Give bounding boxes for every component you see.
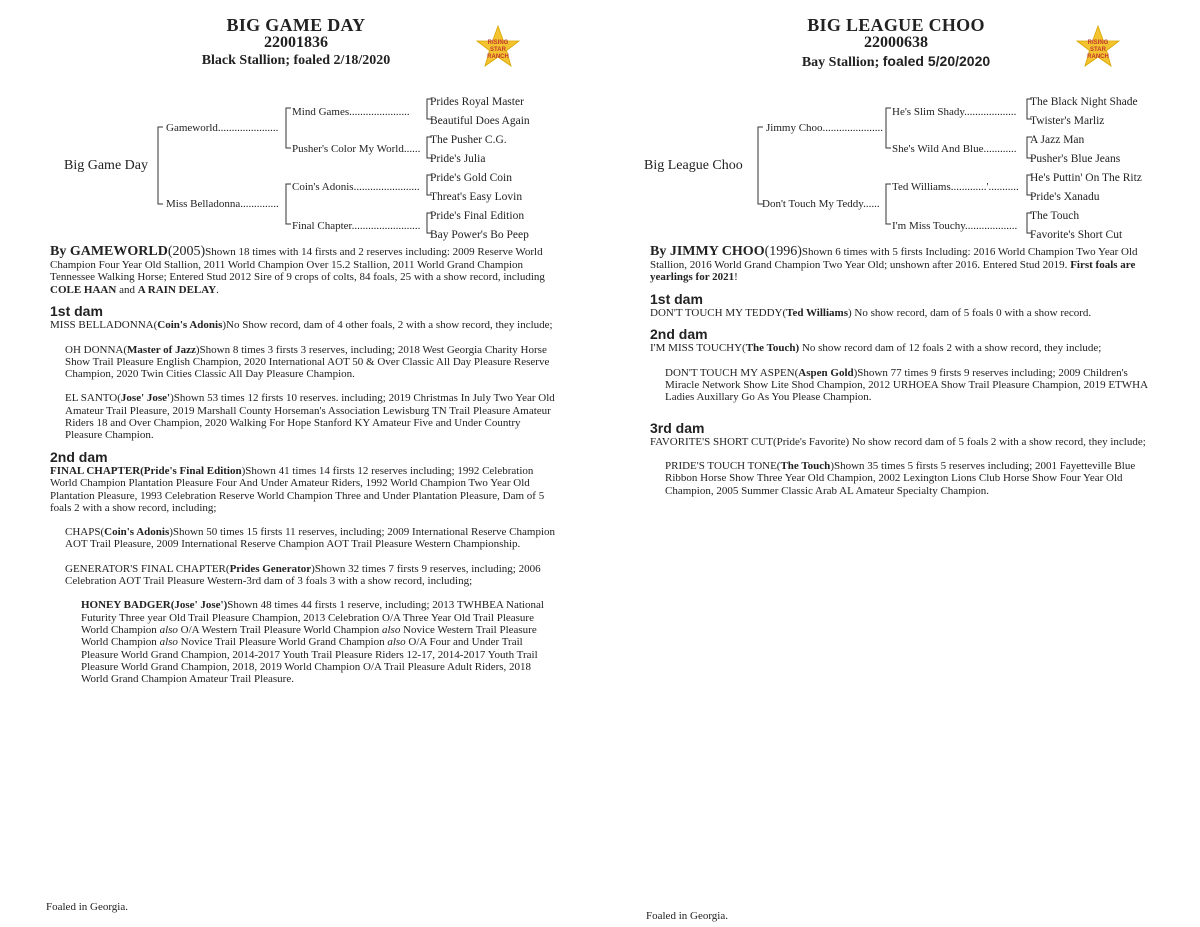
footer-note: Foaled in Georgia. (46, 901, 128, 913)
produce-entry: EL SANTO(Jose' Jose')Shown 53 times 12 firsts 10 reserves. including; 2019 Christmas In July Two Year Old Amateur Trail Pleasure, 2019 Marshall County Horseman's Association Lewisburg TN Trail Pleasure Amateur Riders 18 and Over Champion, 2020 Walking For Hope Stanford KY Amateur Five and Under Country Pleasure Champion. (65, 392, 555, 442)
pedigree-great-grandparent: Pusher's Blue Jeans (1030, 153, 1121, 165)
second-dam-heading: 2nd dam (650, 326, 708, 343)
produce-entry: GENERATOR'S FINAL CHAPTER(Prides Generator)Shown 32 times 7 firsts 9 reserves, including; 2006 Celebration AOT Trail Pleasure Western-3rd dam of 3 foals 3 with a show record, including; (65, 562, 541, 588)
svg-text:RANCH: RANCH (487, 54, 509, 60)
pedigree-great-grandparent: Prides Royal Master (430, 96, 524, 108)
produce-entry: HONEY BADGER(Jose' Jose')Shown 48 times 44 firsts 1 reserve, including; 2013 TWHBEA National Futurity Three year Old Trail Pleasure Champion, 2013 Celebration O/A Three Year Old Trail Pleasure World Champion also O/A Western Trail Pleasure World Champion also Novice Western Trail Pleasure World Champion also Novice Trail Pleasure World Grand Champion also O/A Four and Under Trail Pleasure World Grand Champion, 2014-2017 Youth Trail Pleasure Riders 12-17, 2014-2017 Youth Trail Pleasure World Grand Champion, 2018, 2019 World Champion O/A Trail Pleasure Adult Riders, 2018 World Grand Champion Amateur Trail Pleasure. (81, 599, 544, 686)
produce-entry: CHAPS(Coin's Adonis)Shown 50 times 15 firsts 11 reserves, including; 2009 International Reserve Champion AOT Trail Pleasure, 2009 International Reserve Champion AOT Trail Pleasure Western Championship. (65, 526, 556, 551)
svg-text:STAR: STAR (1090, 47, 1106, 53)
right-page (646, 0, 1200, 927)
third-dam-text: FAVORITE'S SHORT CUT(Pride's Favorite) No show record dam of 5 foals 2 with a show record, they include; (650, 435, 1146, 448)
pedigree-great-grandparent: Pride's Gold Coin (430, 172, 512, 184)
pedigree-great-grandparent: The Pusher C.G. (430, 134, 507, 146)
pedigree-great-grandparent: Threat's Easy Lovin (430, 191, 523, 203)
pedigree-great-grandparent: The Black Night Shade (1030, 96, 1138, 108)
pedigree-great-grandparent: Pride's Julia (430, 153, 486, 165)
pedigree-great-grandparent: The Touch (1030, 210, 1080, 222)
second-dam-heading: 2nd dam (50, 448, 108, 465)
horse-description: Black Stallion; foaled 2/18/2020 (201, 53, 391, 68)
horse-description: Bay Stallion; foaled 5/20/2020 (801, 53, 991, 70)
second-dam-text: FINAL CHAPTER(Pride's Final Edition)Shown 41 times 14 firsts 12 reserves including; 1992 Celebration World Champion Plantation Pleasure Four And Under Amateur Riders, 1992 World Champion Two Year Old Plantation Pleasure, 1993 Celebration Reserve World Champion Three and Under Plantation Pleasure, Dam of 5 foals 2 with a show record, including; (50, 464, 545, 514)
pedigree-grandsire: Ted Williams.............'........... (892, 181, 1019, 193)
pedigree-grandsire: He's Slim Shady................... (892, 106, 1017, 118)
second-dam-text: I'M MISS TOUCHY(The Touch) No show record dam of 12 foals 2 with a show record, they include; (650, 342, 1102, 355)
pedigree-root: Big League Choo (644, 158, 743, 173)
horse-name: BIG LEAGUE CHOO (807, 15, 985, 35)
pedigree-great-grandparent: Pride's Xanadu (1030, 191, 1100, 203)
registration-number: 22001836 (264, 34, 328, 51)
first-dam-text: MISS BELLADONNA(Coin's Adonis)No Show record, dam of 4 other foals, 2 with a show record, they include; (50, 319, 553, 332)
pedigree-sire: Jimmy Choo...................... (766, 122, 884, 134)
pedigree-great-grandparent: Beautiful Does Again (430, 115, 530, 127)
produce-entry: DON'T TOUCH MY ASPEN(Aspen Gold)Shown 77 times 9 firsts 9 reserves including; 2009 Children's Miracle Network Show Lite Shod Champion, 2012 URHOEA Show Trail Pleasure Champion, 2019 ETWHA Ladies Auxillary Go As You Please Champion. (665, 366, 1148, 404)
pedigree-chart (46, 92, 566, 247)
pedigree-chart (646, 92, 1166, 247)
pedigree-great-grandparent: Twister's Marliz (1030, 115, 1105, 127)
produce-entry: PRIDE'S TOUCH TONE(The Touch)Shown 35 times 5 firsts 5 reserves including; 2001 Fayetteville Blue Ribbon Horse Show Three Year Old Champion, 2002 Lexington Lions Club Horse Show Four Year Old Champion, 2005 Summer Classic Arab AL Amateur Specialty Champion. (665, 460, 1136, 497)
registration-number: 22000638 (864, 34, 928, 51)
pedigree-granddam: Pusher's Color My World...... (292, 143, 421, 155)
horse-name: BIG GAME DAY (226, 15, 366, 35)
first-dam-heading: 1st dam (50, 303, 103, 319)
pedigree-great-grandparent: Bay Power's Bo Peep (430, 229, 529, 241)
pedigree-root: Big Game Day (64, 158, 148, 173)
pedigree-granddam: I'm Miss Touchy................... (892, 220, 1018, 232)
svg-text:STAR: STAR (490, 47, 506, 53)
pedigree-grandsire: Coin's Adonis........................ (292, 181, 420, 193)
svg-text:RANCH: RANCH (1087, 54, 1109, 60)
pedigree-notes (650, 246, 1150, 497)
pedigree-granddam: Final Chapter......................... (292, 220, 421, 232)
pedigree-grandsire: Mind Games...................... (292, 106, 410, 118)
left-page (46, 0, 606, 927)
pedigree-great-grandparent: He's Puttin' On The Ritz (1030, 172, 1142, 184)
svg-text:RISING: RISING (1087, 40, 1109, 46)
horse-header (696, 16, 1096, 72)
pedigree-dam: Miss Belladonna.............. (166, 198, 279, 210)
svg-text:RISING: RISING (487, 40, 509, 46)
pedigree-sire: Gameworld...................... (166, 122, 279, 134)
third-dam-heading: 3rd dam (650, 419, 705, 436)
footer-note: Foaled in Georgia. (646, 910, 728, 922)
pedigree-great-grandparent: Pride's Final Edition (430, 210, 525, 222)
pedigree-granddam: She's Wild And Blue............ (892, 143, 1017, 155)
rising-star-ranch-logo (474, 24, 522, 70)
produce-entry: OH DONNA(Master of Jazz)Shown 8 times 3 firsts 3 reserves, including; 2018 West Georgia Charity Horse Show Trail Pleasure English Champion, 2020 International AOT 50 & Over Classic All Day Pleasure Reserve Champion, 2020 Twin Cities Classic All Day Pleasure Champion. (65, 343, 550, 381)
first-dam-text: DON'T TOUCH MY TEDDY(Ted Williams) No show record, dam of 5 foals 0 with a show record. (650, 306, 1092, 319)
pedigree-notes (50, 246, 555, 685)
first-dam-heading: 1st dam (650, 290, 703, 307)
horse-header (96, 16, 496, 70)
rising-star-ranch-logo (1074, 24, 1122, 70)
sire-summary: By GAMEWORLD(2005)Shown 18 times with 14 firsts and 2 reserves including: 2009 Reserve World Champion Four Year Old Stallion, 2011 World Champion Over 15.2 Stallion, 2011 World Grand Champion Tennessee Walking Horse; Entered Stud 2012 Sire of 9 crops of colts, 84 foals, 25 with a show record, including COLE HAAN and A RAIN DELAY. (50, 244, 545, 296)
pedigree-great-grandparent: A Jazz Man (1030, 134, 1085, 146)
pedigree-great-grandparent: Favorite's Short Cut (1030, 229, 1123, 241)
sire-summary: By JIMMY CHOO(1996)Shown 6 times with 5 firsts Including: 2016 World Champion Two Year Old Stallion, 2016 World Grand Champion Two Year Old; unshown after 2016. Entered Stud 2019. First foals are yearlings for 2021! (650, 244, 1138, 283)
pedigree-dam: Don't Touch My Teddy...... (762, 198, 880, 210)
